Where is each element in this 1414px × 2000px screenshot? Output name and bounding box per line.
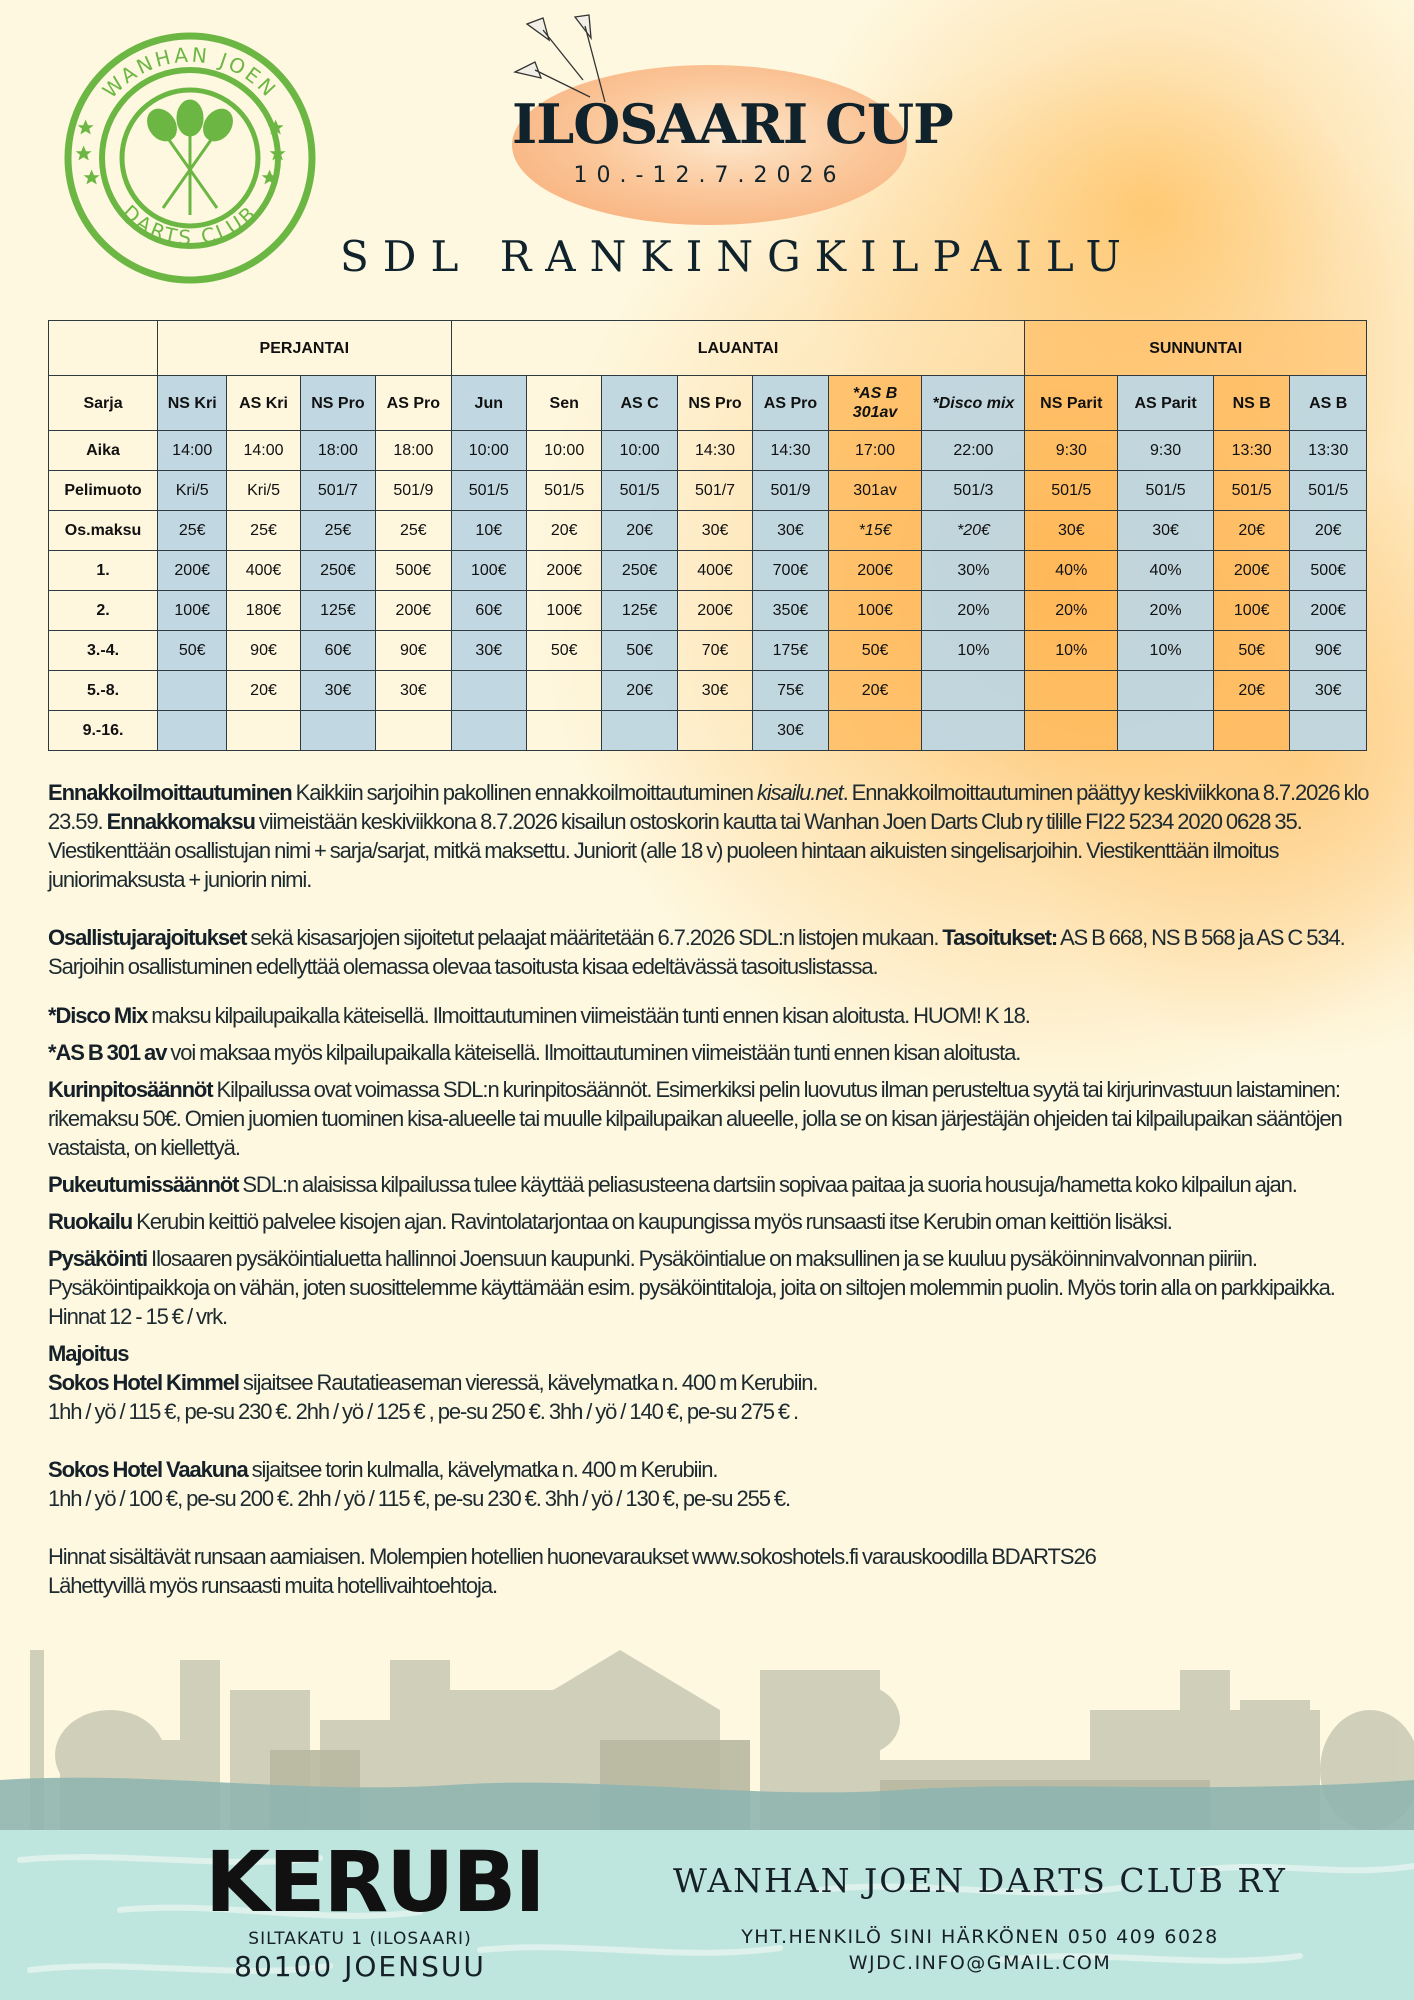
schedule-cell: 700€ [753, 551, 828, 591]
schedule-cell: 20% [922, 591, 1025, 631]
schedule-cell: 90€ [376, 631, 451, 671]
accommodation-title [48, 1339, 1388, 1368]
schedule-cell: 10% [1118, 631, 1214, 671]
series-header: AS B [1290, 376, 1367, 431]
row-label: 3.-4. [49, 631, 158, 671]
schedule-cell: 200€ [828, 551, 922, 591]
schedule-row-p2 [49, 591, 1367, 631]
hotel-vaakuna [48, 1455, 1388, 1513]
hotel-name: Sokos Hotel Kimmel [48, 1370, 239, 1395]
dress-text: SDL:n alaisissa kilpailussa tulee käyttää peliasusteena dartsiin sopivaa paitaa ja suoria housuja/hametta koko kilpailun ajan. [238, 1172, 1297, 1197]
schedule-cell: 200€ [1213, 551, 1289, 591]
row-label: 5.-8. [49, 671, 158, 711]
food-text: Kerubin keittiö palvelee kisojen ajan. Ravintolatarjontaa on kaupungissa myös runsaasti itse Kerubin oman keittiön lisäksi. [132, 1209, 1172, 1234]
schedule-table [48, 320, 1367, 751]
schedule-cell: 13:30 [1290, 431, 1367, 471]
series-header: NS B [1213, 376, 1289, 431]
schedule-cell: 50€ [602, 631, 677, 671]
schedule-cell: 25€ [227, 511, 300, 551]
schedule-cell: 30€ [376, 671, 451, 711]
schedule-cell: *20€ [922, 511, 1025, 551]
schedule-cell [451, 711, 526, 751]
venue-block [205, 1833, 544, 1984]
schedule-cell: 501/5 [451, 471, 526, 511]
schedule-cell: 400€ [677, 551, 752, 591]
schedule-cell: 30€ [677, 511, 752, 551]
schedule-cell: 501/5 [526, 471, 601, 511]
parking-title: Pysäköinti [48, 1246, 148, 1271]
schedule-cell [451, 671, 526, 711]
schedule-cell: 20% [1025, 591, 1118, 631]
schedule-cell: 350€ [753, 591, 828, 631]
asb-title: *AS B 301 av [48, 1040, 167, 1065]
schedule-cell: 501/9 [753, 471, 828, 511]
series-header: NS Parit [1025, 376, 1118, 431]
hotel-location: sijaitsee torin kulmalla, kävelymatka n. 400 m Kerubiin. [247, 1457, 718, 1482]
schedule-cell [526, 711, 601, 751]
schedule-cell: 60€ [451, 591, 526, 631]
day-header: PERJANTAI [158, 321, 452, 376]
schedule-cell [376, 711, 451, 751]
schedule-cell: 14:00 [227, 431, 300, 471]
schedule-cell: 20% [1118, 591, 1214, 631]
schedule-cell: 200€ [1290, 591, 1367, 631]
schedule-row-p3 [49, 631, 1367, 671]
series-header: NS Kri [158, 376, 227, 431]
schedule-cell: 200€ [677, 591, 752, 631]
day-header: SUNNUNTAI [1025, 321, 1367, 376]
schedule-cell: 30% [922, 551, 1025, 591]
venue-logo: KERUBI [205, 1833, 544, 1931]
schedule-cell: 100€ [828, 591, 922, 631]
page-title: SDL RANKINGKILPAILU [340, 232, 1135, 281]
schedule-cell: 501/3 [922, 471, 1025, 511]
schedule-cell: 200€ [526, 551, 601, 591]
info-section [48, 778, 1388, 1600]
schedule-cell [677, 711, 752, 751]
contact-email[interactable]: WJDC.INFO@GMAIL.COM [848, 1952, 1112, 1974]
club-logo [62, 30, 318, 286]
schedule-cell: 501/5 [602, 471, 677, 511]
club-logo-bottom-text: DARTS CLUB [117, 200, 263, 250]
schedule-cell: 25€ [376, 511, 451, 551]
corner-cell [49, 321, 158, 376]
schedule-cell: 30€ [677, 671, 752, 711]
handicap-text: AS B 668, NS B 568 ja AS C 534. Sarjoihin osallistuminen edellyttää olemassa olevaa tasoitusta kisaa edeltävässä tasoituslistassa. [48, 925, 1345, 979]
parking-paragraph [48, 1244, 1388, 1331]
day-header-row [49, 321, 1367, 376]
row-label: 2. [49, 591, 158, 631]
schedule-cell: 25€ [300, 511, 375, 551]
schedule-row-series [49, 376, 1367, 431]
schedule-cell: 10:00 [526, 431, 601, 471]
schedule-cell [526, 671, 601, 711]
schedule-cell: 501/5 [1118, 471, 1214, 511]
schedule-cell: 70€ [677, 631, 752, 671]
series-header: *Disco mix [922, 376, 1025, 431]
schedule-cell: 501/5 [1025, 471, 1118, 511]
schedule-row-p9 [49, 711, 1367, 751]
series-header: Sen [526, 376, 601, 431]
schedule-cell [828, 711, 922, 751]
schedule-cell: 125€ [602, 591, 677, 631]
schedule-cell: 20€ [227, 671, 300, 711]
schedule-cell [1025, 711, 1118, 751]
city-skyline-illustration [0, 1630, 1414, 1830]
hotel-location: sijaitsee Rautatieaseman vieressä, kävelymatka n. 400 m Kerubiin. [238, 1370, 818, 1395]
schedule-cell [1213, 711, 1289, 751]
schedule-cell: 50€ [526, 631, 601, 671]
schedule-cell: 501/5 [1213, 471, 1289, 511]
event-dates: 10.-12.7.2026 [573, 163, 846, 188]
schedule-cell: 10:00 [451, 431, 526, 471]
restrictions-text: sekä kisasarjojen sijoitetut pelaajat määritetään 6.7.2026 SDL:n listojen mukaan. [246, 925, 943, 950]
schedule-cell: 30€ [1025, 511, 1118, 551]
schedule-cell: 501/7 [677, 471, 752, 511]
accommodation-note [48, 1542, 1388, 1600]
schedule-cell: 10% [1025, 631, 1118, 671]
asb-paragraph [48, 1038, 1388, 1067]
organizer-block [580, 1860, 1380, 1976]
schedule-cell: 18:00 [300, 431, 375, 471]
schedule-cell: 30€ [451, 631, 526, 671]
schedule-cell: *15€ [828, 511, 922, 551]
discipline-text: Kilpailussa ovat voimassa SDL:n kurinpitosäännöt. Esimerkiksi pelin luovutus ilman perusteltua syytä tai kirjurinvastuun laistaminen: rikemaksu 50€. Omien juomien tuominen kisa-alueelle tai muulle kilpailupaikan alueelle, jolla se on kisan järjestäjän ohjeiden tai kilpailupaikan sääntöjen vastaista, on kiellettyä. [48, 1077, 1342, 1160]
disco-paragraph [48, 1001, 1388, 1030]
row-label: Sarja [49, 376, 158, 431]
schedule-cell: 400€ [227, 551, 300, 591]
schedule-cell: 14:00 [158, 431, 227, 471]
schedule-cell [1025, 671, 1118, 711]
row-label: Aika [49, 431, 158, 471]
schedule-cell: 20€ [526, 511, 601, 551]
schedule-cell: 90€ [227, 631, 300, 671]
row-label: Pelimuoto [49, 471, 158, 511]
series-header: AS C [602, 376, 677, 431]
series-header: AS Pro [753, 376, 828, 431]
schedule-cell [1290, 711, 1367, 751]
schedule-cell: 175€ [753, 631, 828, 671]
venue-city: 80100 JOENSUU [234, 1950, 486, 1983]
disco-text: maksu kilpailupaikalla käteisellä. Ilmoittautuminen viimeistään tunti ennen kisan aloitusta. HUOM! K 18. [147, 1003, 1030, 1028]
event-name: ILOSAARI CUP [512, 92, 953, 156]
schedule-cell: 30€ [1118, 511, 1214, 551]
asb-text: voi maksaa myös kilpailupaikalla käteisellä. Ilmoittautuminen viimeistään tunti ennen kisan aloitusta. [166, 1040, 1021, 1065]
crossed-darts-icon [143, 101, 237, 215]
schedule-cell: 13:30 [1213, 431, 1289, 471]
schedule-cell: 20€ [1213, 671, 1289, 711]
schedule-row-time [49, 431, 1367, 471]
schedule-cell: 20€ [602, 511, 677, 551]
row-label: Os.maksu [49, 511, 158, 551]
discipline-paragraph [48, 1075, 1388, 1162]
schedule-cell: 10€ [451, 511, 526, 551]
schedule-cell: 250€ [300, 551, 375, 591]
schedule-cell [1118, 711, 1214, 751]
schedule-cell: 50€ [828, 631, 922, 671]
schedule-cell: 10:00 [602, 431, 677, 471]
hotel-name: Sokos Hotel Vaakuna [48, 1457, 248, 1482]
schedule-cell: 9:30 [1025, 431, 1118, 471]
hotel-prices: 1hh / yö / 100 €, pe-su 200 €. 2hh / yö / 115 €, pe-su 230 €. 3hh / yö / 130 €, pe-su 255 €. [48, 1486, 791, 1511]
hotel-prices: 1hh / yö / 115 €, pe-su 230 €. 2hh / yö / 125 € , pe-su 250 €. 3hh / yö / 140 €, pe-su 275 € . [48, 1399, 799, 1424]
schedule-row-format [49, 471, 1367, 511]
fee-title: Ennakkomaksu [106, 809, 255, 834]
schedule-cell: 100€ [158, 591, 227, 631]
schedule-cell: 30€ [753, 711, 828, 751]
schedule-cell: 9:30 [1118, 431, 1214, 471]
schedule-cell: 30€ [300, 671, 375, 711]
series-header: *AS B 301av [828, 376, 922, 431]
series-header: NS Pro [677, 376, 752, 431]
schedule-cell: 501/7 [300, 471, 375, 511]
schedule-cell: 17:00 [828, 431, 922, 471]
schedule-cell: 30€ [1290, 671, 1367, 711]
schedule-cell: 250€ [602, 551, 677, 591]
schedule-cell [158, 711, 227, 751]
accommodation-note-other: Lähettyvillä myös runsaasti muita hotellivaihtoehtoja. [48, 1573, 497, 1598]
schedule-cell: 60€ [300, 631, 375, 671]
contact-person: YHT.HENKILÖ SINI HÄRKÖNEN 050 409 6028 [741, 1926, 1219, 1948]
schedule-cell: 40% [1025, 551, 1118, 591]
club-logo-top-text: WANHAN JOEN [97, 42, 283, 103]
row-label: 9.-16. [49, 711, 158, 751]
schedule-cell: 200€ [376, 591, 451, 631]
dress-title: Pukeutumissäännöt [48, 1172, 239, 1197]
schedule-cell: 301av [828, 471, 922, 511]
venue-address: SILTAKATU 1 (ILOSAARI) [248, 1929, 472, 1949]
registration-deadline: . Ennakkoilmoittautuminen päättyy keskiviikkona 8.7.2026 klo 23.59. [48, 780, 1369, 834]
restrictions-title: Osallistujarajoitukset [48, 925, 247, 950]
schedule-cell: 200€ [158, 551, 227, 591]
schedule-cell: 501/5 [1290, 471, 1367, 511]
schedule-cell: 50€ [158, 631, 227, 671]
schedule-cell: 501/9 [376, 471, 451, 511]
schedule-cell: 125€ [300, 591, 375, 631]
schedule-row-p1 [49, 551, 1367, 591]
schedule-cell [300, 711, 375, 751]
schedule-cell: 20€ [602, 671, 677, 711]
schedule-cell: 18:00 [376, 431, 451, 471]
schedule-cell [922, 671, 1025, 711]
schedule-cell: 30€ [753, 511, 828, 551]
fee-text: viimeistään keskiviikkona 8.7.2026 kisailun ostoskorin kautta tai Wanhan Joen Darts Club ry tilille FI22 5234 2020 0628 35. Viestikenttään osallistujan nimi + sarja/sarjat, mitkä maksettu. Juniorit (alle 18 v) puoleen hintaan aikuisten singelisarjoihin. Viestikenttään ilmoitus juniorimaksusta + juniorin nimi. [48, 809, 1302, 892]
series-header: AS Parit [1118, 376, 1214, 431]
parking-text: Ilosaaren pysäköintialuetta hallinnoi Joensuun kaupunki. Pysäköintialue on maksullinen ja se kuuluu pysäköinninvalvonnan piiriin. Pysäköintipaikkoja on vähän, joten suosittelemme käyttämään esim. pysäköintitaloja, joita on siltojen molemmin puolin. Myös torin alla on parkkipaikka. Hinnat 12 - 15 € / vrk. [48, 1246, 1335, 1329]
dress-paragraph [48, 1170, 1388, 1199]
schedule-cell: 50€ [1213, 631, 1289, 671]
schedule-cell: 180€ [227, 591, 300, 631]
schedule-cell: 20€ [1213, 511, 1289, 551]
schedule-cell: 14:30 [753, 431, 828, 471]
series-header: Jun [451, 376, 526, 431]
restrictions-paragraph [48, 923, 1388, 981]
schedule-row-p5 [49, 671, 1367, 711]
schedule-cell: 500€ [376, 551, 451, 591]
schedule-cell: 100€ [526, 591, 601, 631]
schedule-cell: 10% [922, 631, 1025, 671]
discipline-title: Kurinpitosäännöt [48, 1077, 213, 1102]
schedule-cell: Kri/5 [158, 471, 227, 511]
series-header: AS Kri [227, 376, 300, 431]
schedule-cell: 20€ [1290, 511, 1367, 551]
schedule-cell: 75€ [753, 671, 828, 711]
handicap-title: Tasoitukset: [942, 925, 1058, 950]
schedule-cell: 100€ [1213, 591, 1289, 631]
accommodation-heading: Majoitus [48, 1341, 129, 1366]
registration-text: Kaikkiin sarjoihin pakollinen ennakkoilmoittautuminen [291, 780, 757, 805]
schedule-cell: 25€ [158, 511, 227, 551]
schedule-cell: 22:00 [922, 431, 1025, 471]
row-label: 1. [49, 551, 158, 591]
series-header: NS Pro [300, 376, 375, 431]
schedule-row-fee [49, 511, 1367, 551]
food-paragraph [48, 1207, 1388, 1236]
schedule-cell: 90€ [1290, 631, 1367, 671]
schedule-cell [922, 711, 1025, 751]
schedule-cell [158, 671, 227, 711]
day-header: LAUANTAI [451, 321, 1025, 376]
series-header: AS Pro [376, 376, 451, 431]
disco-title: *Disco Mix [48, 1003, 148, 1028]
food-title: Ruokailu [48, 1209, 133, 1234]
schedule-cell: 20€ [828, 671, 922, 711]
schedule-cell [1118, 671, 1214, 711]
registration-title: Ennakkoilmoittautuminen [48, 780, 292, 805]
registration-link[interactable]: kisailu.net [756, 780, 843, 805]
hotel-kimmel [48, 1368, 1388, 1426]
accommodation-note-booking: Hinnat sisältävät runsaan aamiaisen. Molempien hotellien huonevaraukset www.sokoshotels.fi varauskoodilla BDARTS26 [48, 1544, 1096, 1569]
schedule-cell: 100€ [451, 551, 526, 591]
schedule-cell [227, 711, 300, 751]
registration-paragraph [48, 778, 1388, 894]
schedule-cell: 500€ [1290, 551, 1367, 591]
schedule-cell: Kri/5 [227, 471, 300, 511]
organizer-name: WANHAN JOEN DARTS CLUB RY [673, 1861, 1287, 1900]
schedule-cell [602, 711, 677, 751]
schedule-cell: 14:30 [677, 431, 752, 471]
schedule-cell: 40% [1118, 551, 1214, 591]
